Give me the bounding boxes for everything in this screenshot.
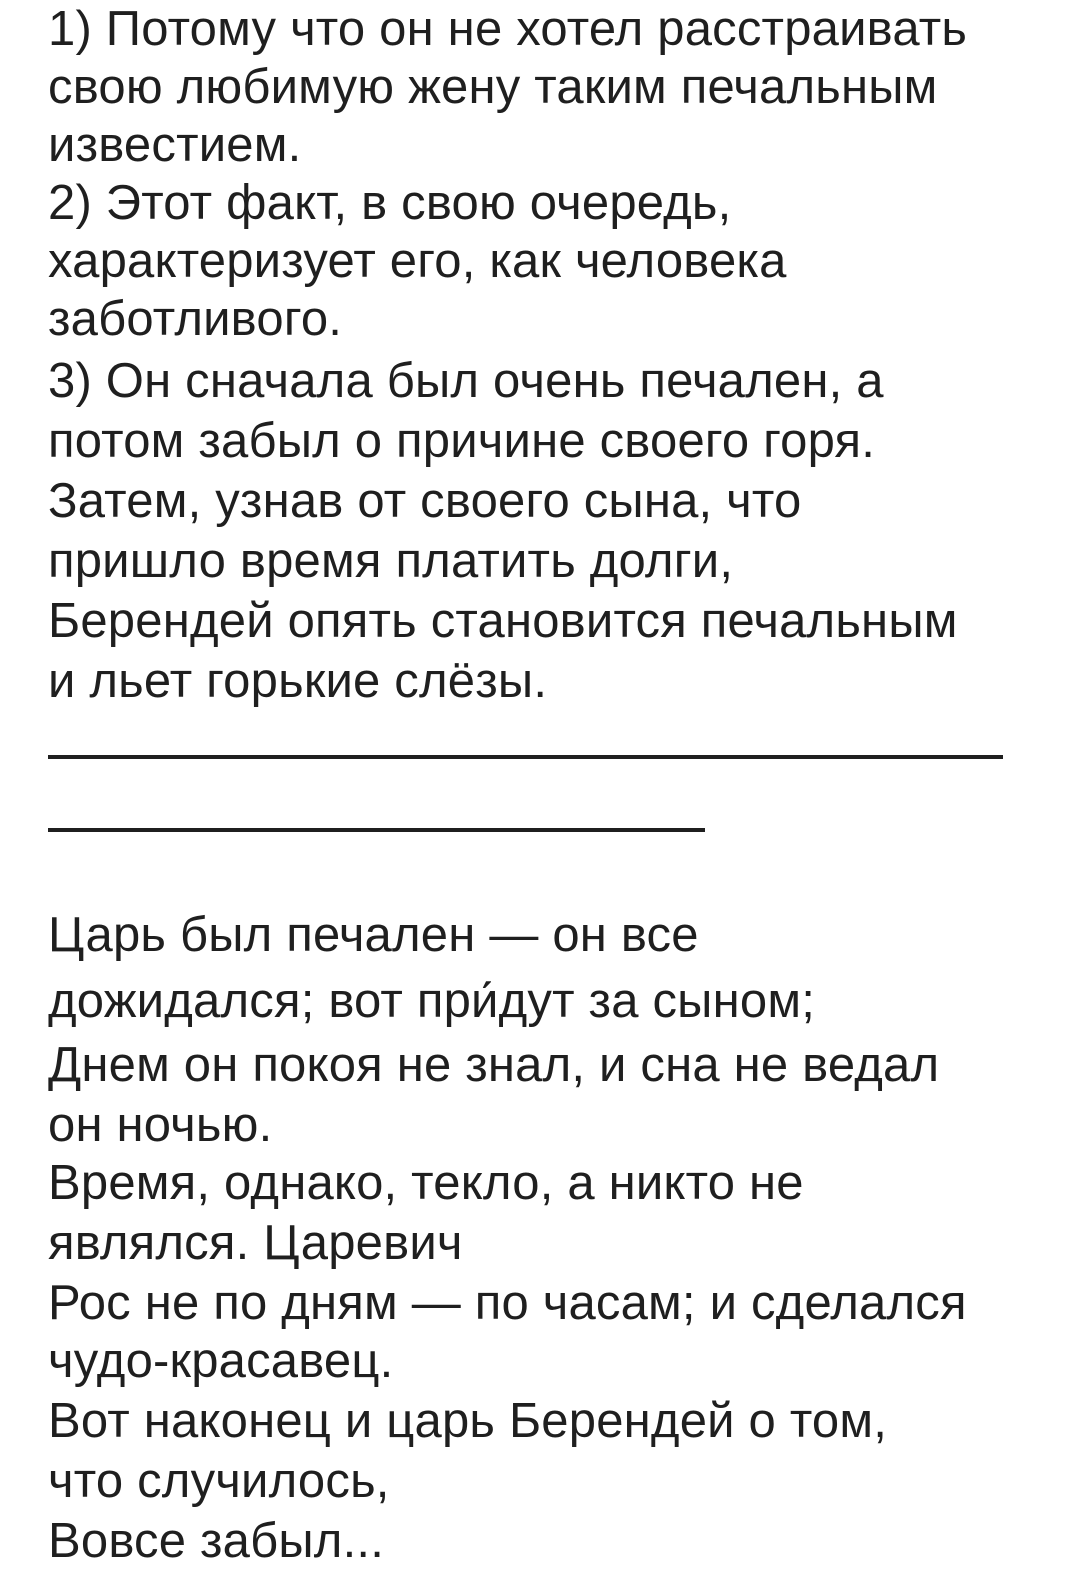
quote-line: что случилось, — [48, 1454, 390, 1508]
answer-line: характеризует его, как человека — [48, 234, 787, 288]
divider-line — [48, 755, 1003, 759]
quote-line: Вовсе забыл... — [48, 1514, 385, 1568]
quote-line: Рос не по дням — по часам; и сделался — [48, 1276, 967, 1330]
answer-line: и льет горькие слёзы. — [48, 654, 548, 708]
quote-line: являлся. Царевич — [48, 1216, 463, 1270]
answer-line: заботливого. — [48, 292, 343, 346]
quote-line: Время, однако, текло, а никто не — [48, 1156, 804, 1210]
answer-line: Затем, узнав от своего сына, что — [48, 474, 802, 528]
answer-line: известием. — [48, 118, 302, 172]
answer-line: потом забыл о причине своего горя. — [48, 414, 876, 468]
answer-line: Берендей опять становится печальным — [48, 594, 958, 648]
quote-line: Днем он покоя не знал, и сна не ведал — [48, 1038, 940, 1092]
answer-line: 3) Он сначала был очень печален, а — [48, 354, 884, 408]
quote-line: Вот наконец и царь Берендей о том, — [48, 1394, 888, 1448]
quote-line: чудо-красавец. — [48, 1334, 394, 1388]
divider-line-short — [48, 828, 705, 832]
answer-line: 2) Этот факт, в свою очередь, — [48, 176, 732, 230]
quote-line: он ночью. — [48, 1098, 273, 1152]
answer-line: свою любимую жену таким печальным — [48, 60, 938, 114]
answer-line: 1) Потому что он не хотел расстраивать — [48, 2, 968, 56]
quote-line: дожидался; вот при́дут за сыном; — [48, 974, 816, 1028]
quote-line: Царь был печален — он все — [48, 908, 699, 962]
answer-line: пришло время платить долги, — [48, 534, 734, 588]
